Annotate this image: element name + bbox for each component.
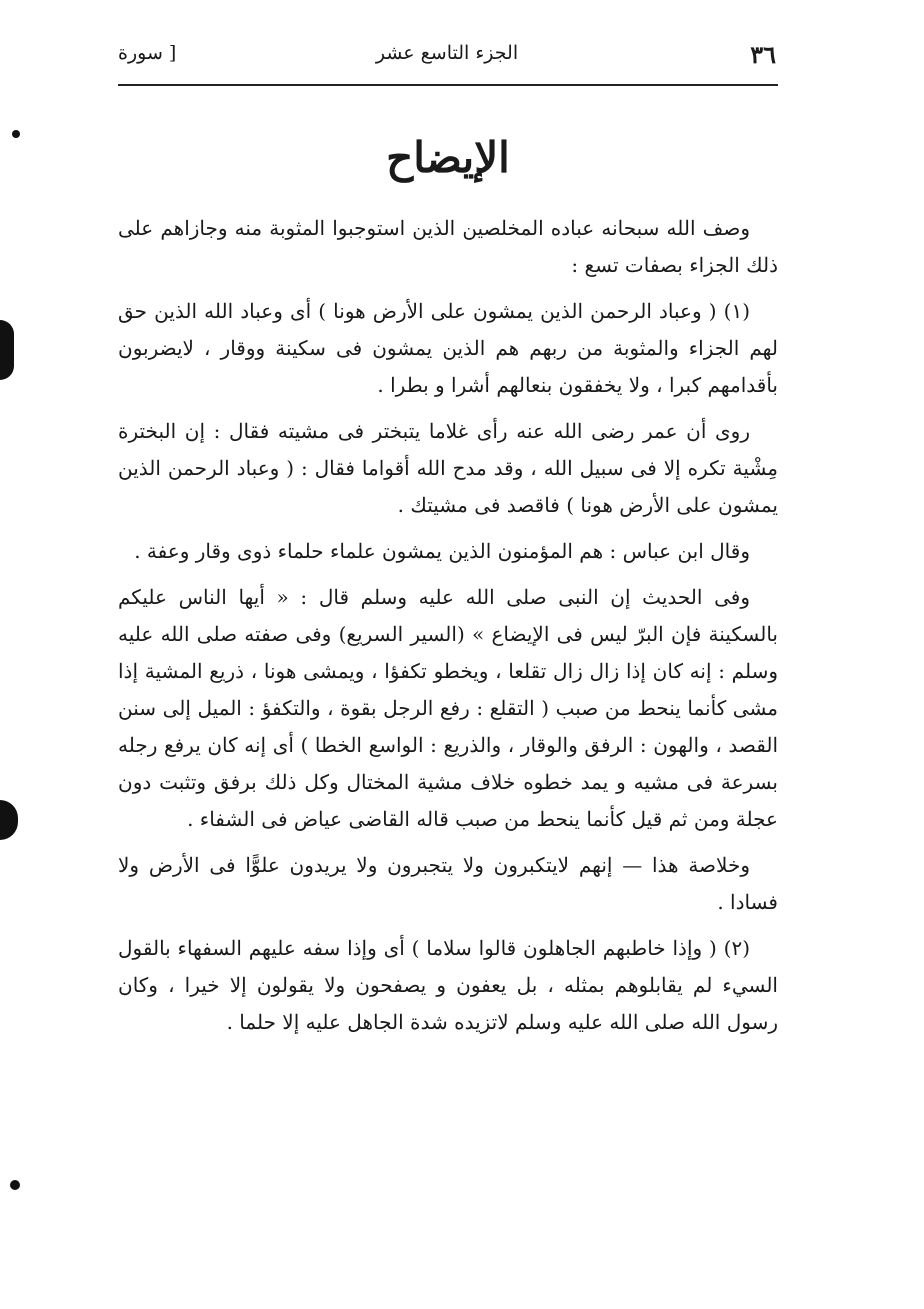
scan-artifact bbox=[0, 320, 14, 380]
paragraph-verse-2: (٢) ( وإذا خاطبهم الجاهلون قالوا سلاما ) أى وإذا سفه عليهم السفهاء بالقول السيء لم يقابلوهم بمثله ، بل يعفون و يصفحون ولا يقولون إلا خيرا ، وكان رسول الله صلى الله عليه وسلم لاتزيده شدة الجاهل عليه إلا حلما . bbox=[118, 936, 778, 1034]
scan-artifact bbox=[12, 130, 20, 138]
part-title: الجزء التاسع عشر bbox=[375, 42, 519, 64]
paragraph-ibn-abbas: وقال ابن عباس : هم المؤمنون الذين يمشون علماء حلماء ذوى وقار وعفة . bbox=[134, 539, 750, 563]
running-header bbox=[118, 40, 776, 84]
paragraph-hadith: وفى الحديث إن النبى صلى الله عليه وسلم قال : « أيها الناس عليكم بالسكينة فإن البرّ ليس فى الإيضاع » (السير السريع) وفى صفته صلى الله عليه وسلم : إنه كان إذا زال زال تقلعا ، ويخطو تكفؤا ، ويمشى هونا ، ذريع المشية إذا مشى كأنما ينحط من صبب ( التقلع : رفع الرجل بقوة ، والتكفؤ : الميل إلى سنن القصد ، والهون : الرفق والوقار ، والذريع : الواسع الخطا ) أى إنه كان يرفع رجله بسرعة فى مشيه و يمد خطوه خلاف مشية المختال وكل ذلك برفق وتثبت دون عجلة ومن ثم قيل كأنما ينحط من صبب قاله القاضى عياض فى الشفاء . bbox=[118, 585, 778, 831]
section-title: الإيضاح bbox=[386, 133, 510, 182]
paragraph-verse-1: (١) ( وعباد الرحمن الذين يمشون على الأرض هونا ) أى وعباد الله الذين حق لهم الجزاء والمثوبة من ربهم هم الذين يمشون فى سكينة ووقار ، لايضربون بأقدامهم كبرا ، ولا يخفقون بنعالهم أشرا و بطرا . bbox=[118, 299, 778, 397]
scan-artifact bbox=[10, 1180, 20, 1190]
header-rule bbox=[118, 84, 778, 86]
scan-artifact bbox=[0, 800, 18, 840]
paragraph-intro: وصف الله سبحانه عباده المخلصين الذين استوجبوا المثوبة منه وجازاهم على ذلك الجزاء بصفات تسع : bbox=[118, 216, 778, 277]
paragraph-summary: وخلاصة هذا — إنهم لايتكبرون ولا يتجبرون ولا يريدون علوًّا فى الأرض ولا فسادا . bbox=[118, 853, 778, 914]
page-body bbox=[118, 128, 778, 1050]
page-number: ٣٦ bbox=[750, 40, 776, 69]
surah-label: [ سورة bbox=[118, 42, 177, 64]
paragraph-umar-narration: روى أن عمر رضى الله عنه رأى غلاما يتبختر فى مشيته فقال : إن البخترة مِشْية تكره إلا فى سبيل الله ، وقد مدح الله أقواما فقال : ( وعباد الرحمن الذين يمشون على الأرض هونا ) فاقصد فى مشيتك . bbox=[118, 419, 778, 517]
